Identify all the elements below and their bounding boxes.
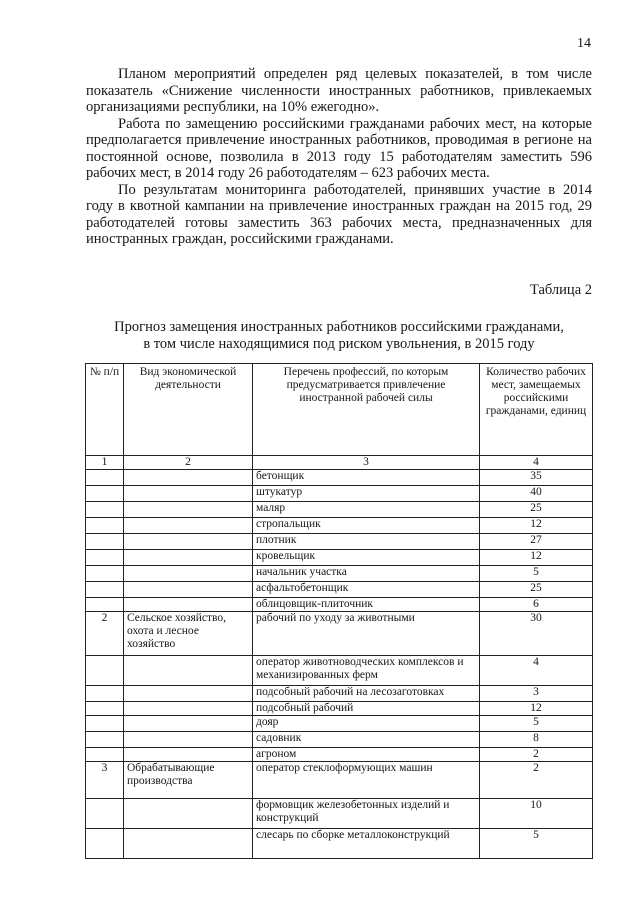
table-row <box>86 829 593 859</box>
row-profession: стропальщик <box>253 518 480 534</box>
row-profession: кровельщик <box>253 550 480 566</box>
row-number <box>86 566 124 582</box>
table-body <box>86 470 593 859</box>
row-quantity: 10 <box>480 799 593 829</box>
table-row <box>86 656 593 686</box>
header-quantity: Количество рабочих мест, замещаемых российскими гражданами, единиц <box>480 364 593 456</box>
table-caption <box>86 319 592 353</box>
row-number <box>86 686 124 702</box>
page-number: 14 <box>577 36 591 51</box>
row-profession: слесарь по сборке металлоконструкций <box>253 829 480 859</box>
row-number <box>86 502 124 518</box>
table-row <box>86 486 593 502</box>
table-row <box>86 748 593 762</box>
column-number-4: 4 <box>480 456 593 470</box>
row-profession: агроном <box>253 748 480 762</box>
row-activity <box>124 598 253 612</box>
table-row <box>86 582 593 598</box>
row-quantity: 40 <box>480 486 593 502</box>
row-activity <box>124 470 253 486</box>
table-row <box>86 518 593 534</box>
row-profession: рабочий по уходу за животными <box>253 612 480 656</box>
row-activity <box>124 748 253 762</box>
row-activity <box>124 656 253 686</box>
table-label: Таблица 2 <box>529 282 592 298</box>
row-quantity: 2 <box>480 748 593 762</box>
caption-line-2: в том числе находящимися под риском увольнения, в 2015 году <box>143 336 535 352</box>
row-activity <box>124 799 253 829</box>
row-quantity: 3 <box>480 686 593 702</box>
row-number <box>86 518 124 534</box>
row-number <box>86 550 124 566</box>
body-text <box>86 66 592 248</box>
caption-line-1: Прогноз замещения иностранных работников российскими гражданами, <box>114 319 564 335</box>
header-activity: Вид экономической деятельности <box>124 364 253 456</box>
table-row <box>86 470 593 486</box>
row-activity: Сельское хозяйство, охота и лесное хозяйство <box>124 612 253 656</box>
table-row <box>86 702 593 716</box>
row-number <box>86 716 124 732</box>
row-quantity: 4 <box>480 656 593 686</box>
header-professions: Перечень профессий, по которым предусматривается привлечение иностранной рабочей силы <box>253 364 480 456</box>
row-activity: Обрабатывающие производства <box>124 762 253 799</box>
table-row <box>86 612 593 656</box>
row-profession: дояр <box>253 716 480 732</box>
row-activity <box>124 582 253 598</box>
row-quantity: 30 <box>480 612 593 656</box>
column-number-1: 1 <box>86 456 124 470</box>
row-activity <box>124 686 253 702</box>
row-number <box>86 582 124 598</box>
paragraph-1: Планом мероприятий определен ряд целевых показателей, в том числе показатель «Снижение численности иностранных работников, привлекаемых организациями республики, на 10% ежегодно». <box>86 66 592 115</box>
row-quantity: 2 <box>480 762 593 799</box>
paragraph-2: Работа по замещению российскими гражданами рабочих мест, на которые предполагается привлечение иностранных работников, проводимая в регионе на постоянной основе, позволила в 2013 году 15 работодателям заместить 596 рабочих мест, в 2014 году 26 работодателям – 623 рабочих места. <box>86 115 592 181</box>
row-number <box>86 486 124 502</box>
row-profession: штукатур <box>253 486 480 502</box>
row-profession: начальник участка <box>253 566 480 582</box>
row-quantity: 12 <box>480 550 593 566</box>
forecast-table <box>85 363 593 859</box>
table-row <box>86 762 593 799</box>
row-number <box>86 534 124 550</box>
table-row <box>86 502 593 518</box>
row-profession: маляр <box>253 502 480 518</box>
row-number <box>86 598 124 612</box>
row-profession: садовник <box>253 732 480 748</box>
table-row <box>86 686 593 702</box>
row-number <box>86 656 124 686</box>
row-profession: формовщик железобетонных изделий и конструкций <box>253 799 480 829</box>
row-profession: облицовщик-плиточник <box>253 598 480 612</box>
row-profession: подсобный рабочий на лесозаготовках <box>253 686 480 702</box>
row-activity <box>124 566 253 582</box>
row-number <box>86 748 124 762</box>
row-quantity: 35 <box>480 470 593 486</box>
row-profession: плотник <box>253 534 480 550</box>
column-number-2: 2 <box>124 456 253 470</box>
row-number <box>86 829 124 859</box>
row-profession: бетонщик <box>253 470 480 486</box>
row-activity <box>124 702 253 716</box>
table-row <box>86 566 593 582</box>
row-activity <box>124 534 253 550</box>
table-header-row <box>86 364 593 456</box>
row-quantity: 5 <box>480 566 593 582</box>
row-activity <box>124 732 253 748</box>
row-activity <box>124 716 253 732</box>
row-quantity: 12 <box>480 702 593 716</box>
paragraph-3: По результатам мониторинга работодателей, принявших участие в 2014 году в квотной кампании на привлечение иностранных граждан на 2015 год, 29 работодателей готовы заместить 363 рабочих места, предназначенных для иностранных граждан, российскими гражданами. <box>86 181 592 247</box>
row-profession: оператор стеклоформующих машин <box>253 762 480 799</box>
row-number: 2 <box>86 612 124 656</box>
row-number <box>86 799 124 829</box>
row-quantity: 8 <box>480 732 593 748</box>
row-quantity: 27 <box>480 534 593 550</box>
row-number <box>86 702 124 716</box>
row-quantity: 25 <box>480 502 593 518</box>
row-quantity: 5 <box>480 716 593 732</box>
row-quantity: 5 <box>480 829 593 859</box>
row-quantity: 6 <box>480 598 593 612</box>
row-number <box>86 732 124 748</box>
table-row <box>86 598 593 612</box>
row-number <box>86 470 124 486</box>
row-quantity: 12 <box>480 518 593 534</box>
table-row <box>86 732 593 748</box>
row-activity <box>124 486 253 502</box>
column-number-3: 3 <box>253 456 480 470</box>
row-profession: асфальтобетонщик <box>253 582 480 598</box>
row-number: 3 <box>86 762 124 799</box>
row-activity <box>124 502 253 518</box>
table-row <box>86 550 593 566</box>
row-quantity: 25 <box>480 582 593 598</box>
row-activity <box>124 550 253 566</box>
row-activity <box>124 518 253 534</box>
column-number-row <box>86 456 593 470</box>
table-row <box>86 799 593 829</box>
table-row <box>86 716 593 732</box>
table-row <box>86 534 593 550</box>
row-profession: подсобный рабочий <box>253 702 480 716</box>
row-profession: оператор животноводческих комплексов и механизированных ферм <box>253 656 480 686</box>
header-number: № п/п <box>86 364 124 456</box>
row-activity <box>124 829 253 859</box>
